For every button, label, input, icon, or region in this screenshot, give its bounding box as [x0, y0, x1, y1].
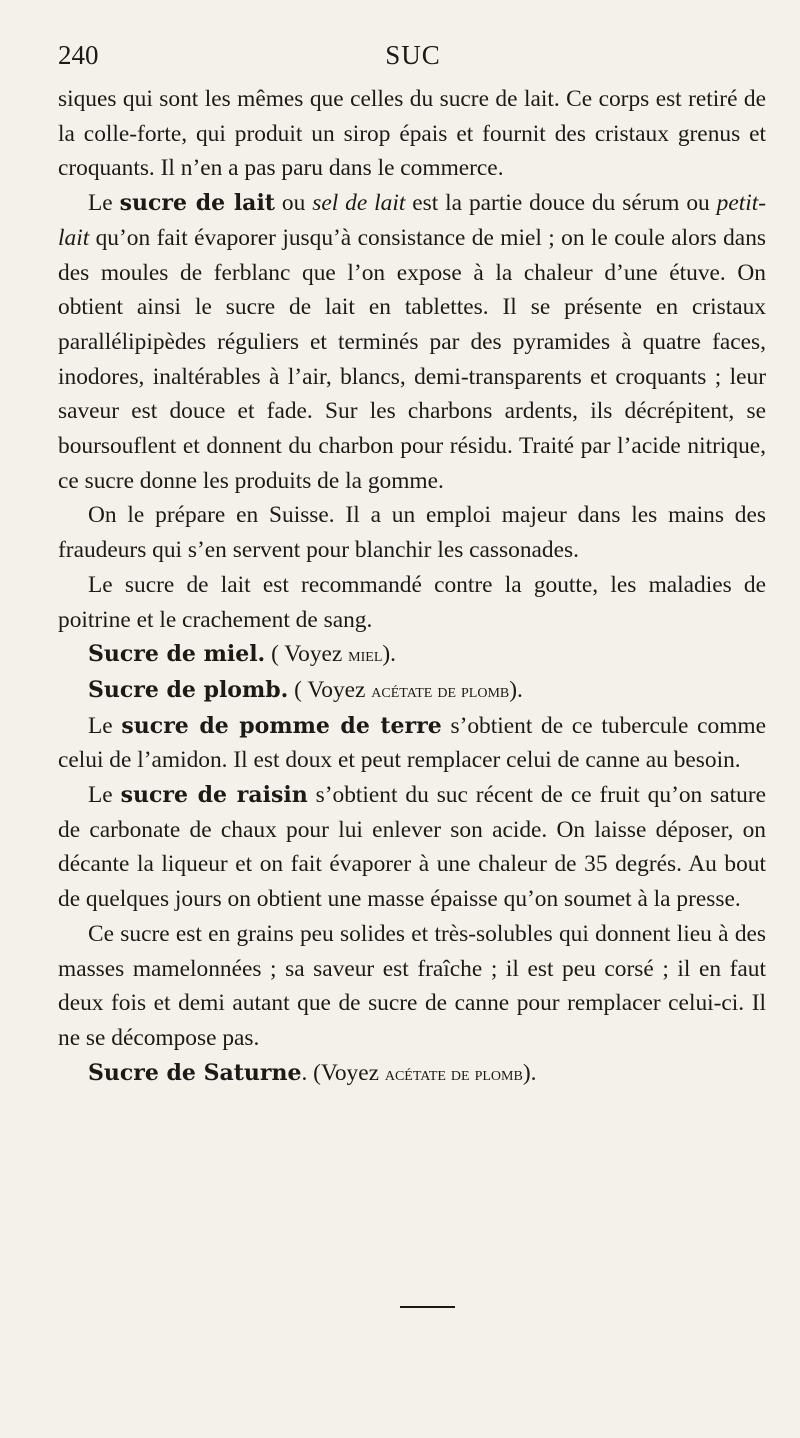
- paragraph: [58, 498, 766, 567]
- paragraph: [58, 637, 766, 673]
- text-run: ).: [522, 1059, 537, 1086]
- text-run: s’obtient de ce tubercule comme celui de l’amidon. Il est doux et peut remplacer celui de canne au besoin.: [58, 712, 766, 774]
- page-header: [58, 40, 768, 80]
- text-run: ).: [509, 676, 523, 703]
- bold-term: sucre de raisin: [120, 782, 308, 809]
- cross-reference: miel: [348, 644, 383, 667]
- text-run: Le: [88, 782, 121, 809]
- text-run: s’obtient du suc récent de ce fruit qu’on sature de carbonate de chaux pour lui enlever son acide. On laisse déposer, on décante la liqueur et on fait évaporer à une chaleur de 35 degrés. Au bout de quelques jours on obtient une masse épaisse qu’on soumet à la presse.: [58, 782, 767, 913]
- text-run: Le: [88, 190, 120, 217]
- text-run: . (Voyez: [301, 1059, 385, 1086]
- page-body: [58, 82, 766, 1091]
- text-run: Ce sucre est en grains peu solides et très-solubles qui donnent lieu à des masses mamelonnées ; sa saveur est fraîche ; il est peu corsé ; il en faut deux fois et demi autant que de sucre de canne pour remplacer celui-ci. Il ne se décompose pas.: [58, 920, 766, 1051]
- bold-term: sucre de lait: [119, 190, 275, 217]
- text-run: Le: [88, 712, 122, 739]
- cross-reference: acétate de plomb: [384, 1062, 523, 1085]
- bold-term: Sucre de Saturne: [88, 1059, 302, 1086]
- paragraph: [58, 82, 766, 186]
- text-run: ( Voyez: [288, 676, 372, 703]
- running-head: SUC: [385, 40, 441, 70]
- section-rule: [400, 1306, 455, 1308]
- text-run: On le prépare en Suisse. Il a un emploi majeur dans les mains des fraudeurs qui s’en servent pour blanchir les cassonades.: [58, 502, 766, 564]
- text-run: qu’on fait évaporer jusqu’à consistance de miel ; on le coule alors dans des moules de ferblanc que l’on expose à la chaleur d’une étuve. On obtient ainsi le sucre de lait en tablettes. Il se présente en cristaux parallélipipèdes réguliers et terminés par des pyramides à quatre faces, inodores, inaltérables à l’air, blancs, demi-transparents et croquants ; leur saveur est douce et fade. Sur les charbons ardents, ils décrépitent, se boursouflent et donnent du charbon pour résidu. Traité par l’acide nitrique, ce sucre donne les produits de la gomme.: [58, 224, 766, 494]
- paragraph: [58, 709, 766, 778]
- text-run: ( Voyez: [265, 641, 349, 668]
- text-run: Le sucre de lait est recommandé contre la goutte, les maladies de poitrine et le crachement de sang.: [58, 571, 766, 633]
- page-number: 240: [58, 40, 99, 70]
- text-run: siques qui sont les mêmes que celles du sucre de lait. Ce corps est retiré de la colle-forte, qui produit un sirop épais et fournit des cristaux grenus et croquants. Il n’en a pas paru dans le commerce.: [58, 86, 766, 182]
- bold-term: Sucre de plomb.: [88, 676, 289, 703]
- paragraph: [58, 186, 766, 498]
- paragraph: [58, 568, 766, 637]
- paragraph: [58, 673, 766, 709]
- cross-reference: acétate de plomb: [371, 679, 510, 702]
- italic-term: sel de lait: [312, 190, 406, 217]
- bold-term: sucre de pomme de terre: [121, 712, 442, 739]
- paragraph: [58, 778, 766, 917]
- paragraph: [58, 917, 766, 1056]
- paragraph: [58, 1056, 766, 1092]
- text-run: ou: [274, 190, 313, 217]
- bold-term: Sucre de miel.: [88, 641, 266, 668]
- text-run: est la partie douce du sérum ou: [405, 190, 717, 217]
- text-run: ).: [382, 641, 397, 668]
- italic-term: petit-lait: [58, 190, 767, 251]
